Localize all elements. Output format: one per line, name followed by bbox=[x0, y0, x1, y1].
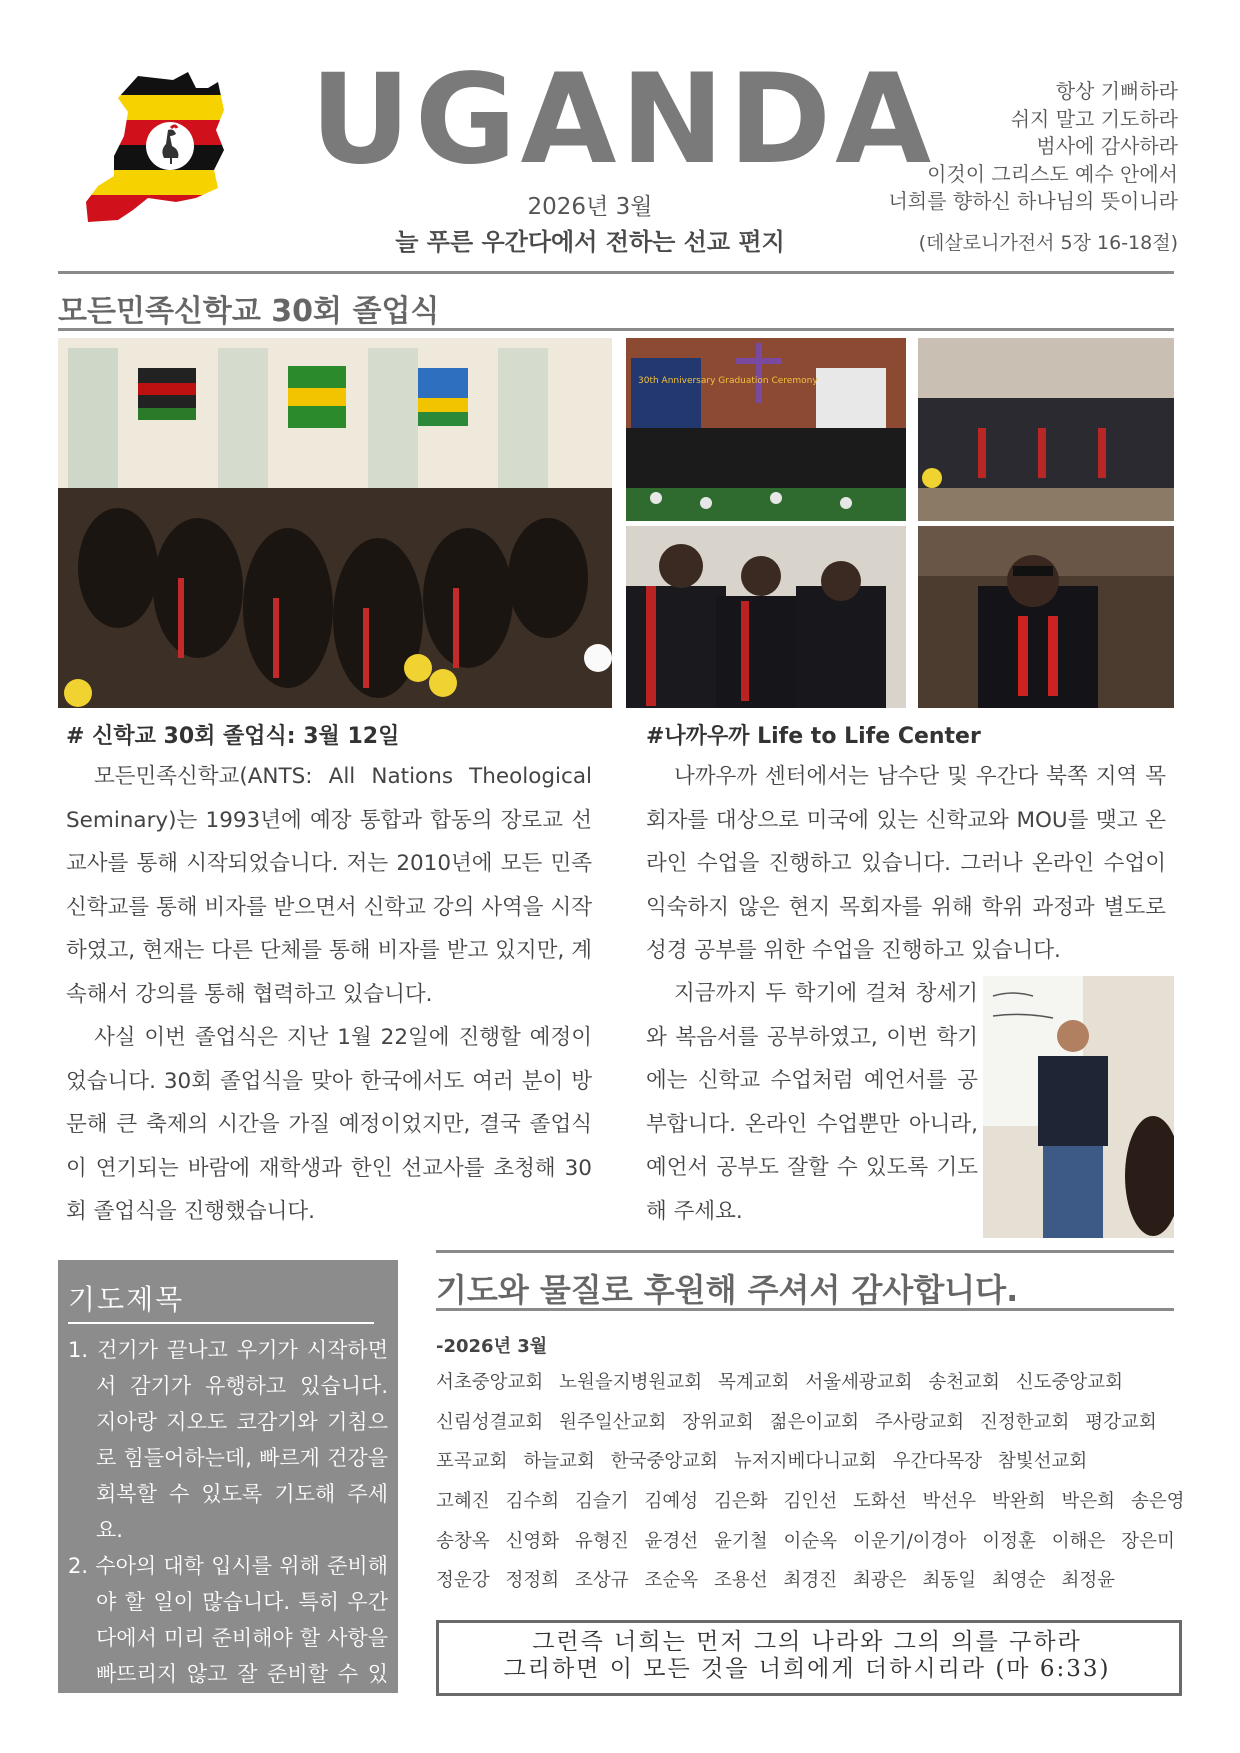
prayer-requests-box bbox=[58, 1260, 398, 1722]
donor-line: 신림성결교회 원주일산교회 장위교회 젊은이교회 주사랑교회 진정한교회 평강교회 bbox=[436, 1412, 1157, 1433]
verse-line: 이것이 그리스도 예수 안에서 bbox=[927, 161, 1178, 186]
thanks-date: -2026년 3월 bbox=[436, 1336, 548, 1357]
prayer-item: 2. 수아의 대학 입시를 위해 준비해야 할 일이 많습니다. 특히 우간다에서 미리 준비해야 할 사항을 빠뜨리지 않고 잘 준비할 수 있도록 기도해 주세요. bbox=[68, 1554, 388, 1722]
banner-text: 30th Anniversary Graduation Ceremony bbox=[638, 376, 818, 386]
donor-line: 서초중앙교회 노원을지병원교회 목계교회 서울세광교회 송천교회 신도중앙교회 bbox=[436, 1372, 1124, 1393]
bottom-verse-text bbox=[449, 1629, 1165, 1683]
right-article-paragraph: 나까우까 센터에서는 남수단 및 우간다 북쪽 지역 목회자를 대상으로 미국에 있는 신학교와 MOU를 맺고 온라인 수업을 진행하고 있습니다. 그러나 온라인 수업이 익숙하지 않은 현지 목회자를 위해 학위 과정과 별도로 성경 공부를 위한 수업을 진행하고 있습니다. bbox=[646, 764, 1166, 963]
donor-line: 정운강 정정희 조상규 조순옥 조용선 최경진 최광은 최동일 최영순 최정윤 bbox=[436, 1570, 1116, 1591]
left-article-paragraph: 사실 이번 졸업식은 지난 1월 22일에 진행할 예정이었습니다. 30회 졸업식을 맞아 한국에서도 여러 분이 방문해 큰 축제의 시간을 가질 예정이었지만, 결국 졸업식이 연기되는 바람에 재학생과 한인 선교사를 초청해 30회 졸업식을 진행했습니다. bbox=[66, 1025, 592, 1224]
thanks-divider bbox=[436, 1308, 1174, 1311]
donor-line: 고혜진 김수희 김슬기 김예성 김은화 김인선 도화선 박선우 박완희 박은희 송은영 bbox=[436, 1491, 1185, 1512]
verse-line: 쉬지 말고 기도하라 bbox=[1010, 106, 1178, 131]
donor-line: 송창옥 신영화 유형진 윤경선 윤기철 이순옥 이운기/이경아 이정훈 이해은 장은미 bbox=[436, 1531, 1175, 1552]
ceremony-stage-photo bbox=[626, 338, 906, 521]
section-title: 모든민족신학교 30회 졸업식 bbox=[58, 294, 440, 329]
prayer-title: 기도제목 bbox=[68, 1283, 185, 1316]
handshake-photo bbox=[626, 526, 906, 708]
newsletter-title: UGANDA bbox=[310, 48, 936, 192]
left-article-heading: # 신학교 30회 졸업식: 3월 12일 bbox=[66, 724, 400, 749]
group-photo bbox=[918, 338, 1174, 521]
bottom-verse-box bbox=[436, 1620, 1182, 1696]
prayer-item: 1. 건기가 끝나고 우기가 시작하면서 감기가 유행하고 있습니다. 지아랑 지오도 코감기와 기침으로 힘들어하는데, 빠르게 건강을 회복할 수 있도록 기도해 주세요. bbox=[68, 1338, 388, 1542]
bottom-verse-line: 그런즉 너희는 먼저 그의 나라와 그의 의를 구하라 bbox=[532, 1629, 1082, 1655]
thanks-top-divider bbox=[436, 1250, 1174, 1253]
header-verse bbox=[778, 78, 1178, 216]
prayer-list bbox=[68, 1332, 388, 1728]
bottom-verse-line: 그리하면 이 모든 것을 너희에게 더하시리라 (마 6:33) bbox=[503, 1656, 1111, 1682]
donor-line: 포곡교회 하늘교회 한국중앙교회 뉴저지베다니교회 우간다목장 참빛선교회 bbox=[436, 1451, 1088, 1472]
uganda-flag-map-logo bbox=[78, 70, 248, 240]
graduate-smiling-photo bbox=[918, 526, 1174, 708]
issue-date: 2026년 3월 bbox=[527, 194, 653, 220]
teacher-whiteboard-photo bbox=[983, 976, 1174, 1238]
right-article-body bbox=[646, 755, 1166, 973]
right-article-heading: #나까우까 Life to Life Center bbox=[646, 724, 981, 749]
verse-line: 항상 기뻐하라 bbox=[1055, 79, 1178, 103]
graduation-hall-photo bbox=[58, 338, 612, 708]
header-divider bbox=[58, 271, 1174, 274]
left-article-paragraph: 모든민족신학교(ANTS: All Nations Theological Seminary)는 1993년에 예장 통합과 합동의 장로교 선교사를 통해 시작되었습니다. 저는 2010년에 모든 민족신학교를 통해 비자를 받으면서 신학교 강의 사역을 시작하였고, 현재는 다른 단체를 통해 비자를 받고 있지만, 계속해서 강의를 통해 협력하고 있습니다. bbox=[66, 764, 592, 1007]
prayer-title-underline bbox=[68, 1322, 374, 1324]
right-article-body-wrap bbox=[646, 972, 978, 1233]
verse-reference: (데살로니가전서 5장 16-18절) bbox=[918, 232, 1178, 254]
left-article-body bbox=[66, 755, 592, 1234]
right-article-paragraph: 지금까지 두 학기에 걸쳐 창세기와 복음서를 공부하였고, 이번 학기에는 신학교 수업처럼 예언서를 공부합니다. 온라인 수업뿐만 아니라, 예언서 공부도 잘할 수 있도록 기도해 주세요. bbox=[646, 981, 978, 1224]
section-divider bbox=[58, 328, 1174, 331]
thanks-title: 기도와 물질로 후원해 주셔서 감사합니다. bbox=[436, 1271, 1019, 1309]
newsletter-subtitle: 늘 푸른 우간다에서 전하는 선교 편지 bbox=[395, 228, 785, 256]
verse-line: 너희를 향하신 하나님의 뜻이니라 bbox=[888, 189, 1178, 213]
verse-line: 범사에 감사하라 bbox=[1036, 134, 1178, 158]
